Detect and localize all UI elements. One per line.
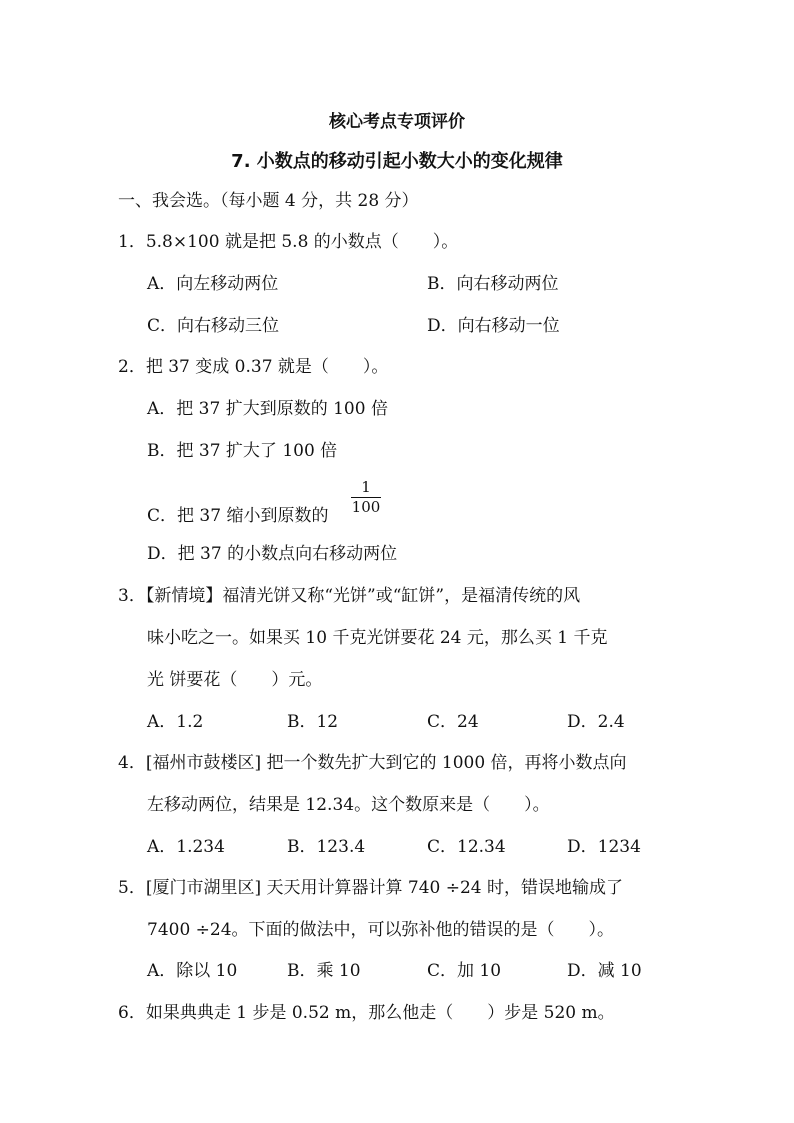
q2-option-a: A．把 37 扩大到原数的 100 倍 [147,399,388,419]
question-6-stem: 6．如果典典走 1 步是 0.52 m，那么他走（ ）步是 520 m。 [118,1003,615,1023]
question-1-stem: 1．5.8×100 就是把 5.8 的小数点（ ）。 [118,232,459,252]
q4-option-c: C．12.34 [427,837,506,857]
question-4-stem-line-2: 左移动两位，结果是 12.34。这个数原来是（ ）。 [147,795,550,815]
question-3-stem-line-2: 味小吃之一。如果买 10 千克光饼要花 24 元，那么买 1 千克 [147,628,608,648]
fraction-denominator: 100 [351,498,381,516]
q5-option-b: B．乘 10 [287,961,361,981]
section-heading: 一、我会选。（每小题 4 分，共 28 分） [118,191,419,211]
question-5-stem-line-2: 7400 ÷24。下面的做法中，可以弥补他的错误的是（ ）。 [147,920,615,940]
question-2-stem: 2．把 37 变成 0.37 就是（ ）。 [118,357,389,377]
page-title: 核心考点专项评价 [329,112,465,132]
q1-option-c: C．向右移动三位 [147,316,280,336]
q3-option-d: D．2.4 [567,712,625,732]
q4-option-d: D．1234 [567,837,641,857]
q5-option-c: C．加 10 [427,961,502,981]
q1-option-d: D．向右移动一位 [427,316,560,336]
q2-fraction [351,479,381,516]
question-3-stem-line-1: 3．【新情境】福清光饼又称“光饼”或“缸饼”，是福清传统的风 [118,586,581,606]
question-4-stem-line-1: 4．[福州市鼓楼区] 把一个数先扩大到它的 1000 倍，再将小数点向 [118,753,627,773]
q3-option-c: C．24 [427,712,479,732]
q1-option-b: B．向右移动两位 [427,274,559,294]
q5-option-a: A．除以 10 [147,961,238,981]
q5-option-d: D．减 10 [567,961,642,981]
page-subtitle: 7. 小数点的移动引起小数大小的变化规律 [231,151,563,172]
q1-option-a: A．向左移动两位 [147,274,279,294]
q2-option-b: B．把 37 扩大了 100 倍 [147,441,338,461]
q3-option-a: A．1.2 [147,712,204,732]
fraction-numerator: 1 [361,478,371,496]
q2-option-c: C．把 37 缩小到原数的 [147,506,329,526]
question-5-stem-line-1: 5．[厦门市湖里区] 天天用计算器计算 740 ÷24 时，错误地输成了 [118,878,624,898]
q4-option-a: A．1.234 [147,837,225,857]
q4-option-b: B．123.4 [287,837,366,857]
question-3-stem-line-3: 光 饼要花（ ）元。 [147,670,323,690]
q3-option-b: B．12 [287,712,339,732]
q2-option-d: D．把 37 的小数点向右移动两位 [147,544,398,564]
